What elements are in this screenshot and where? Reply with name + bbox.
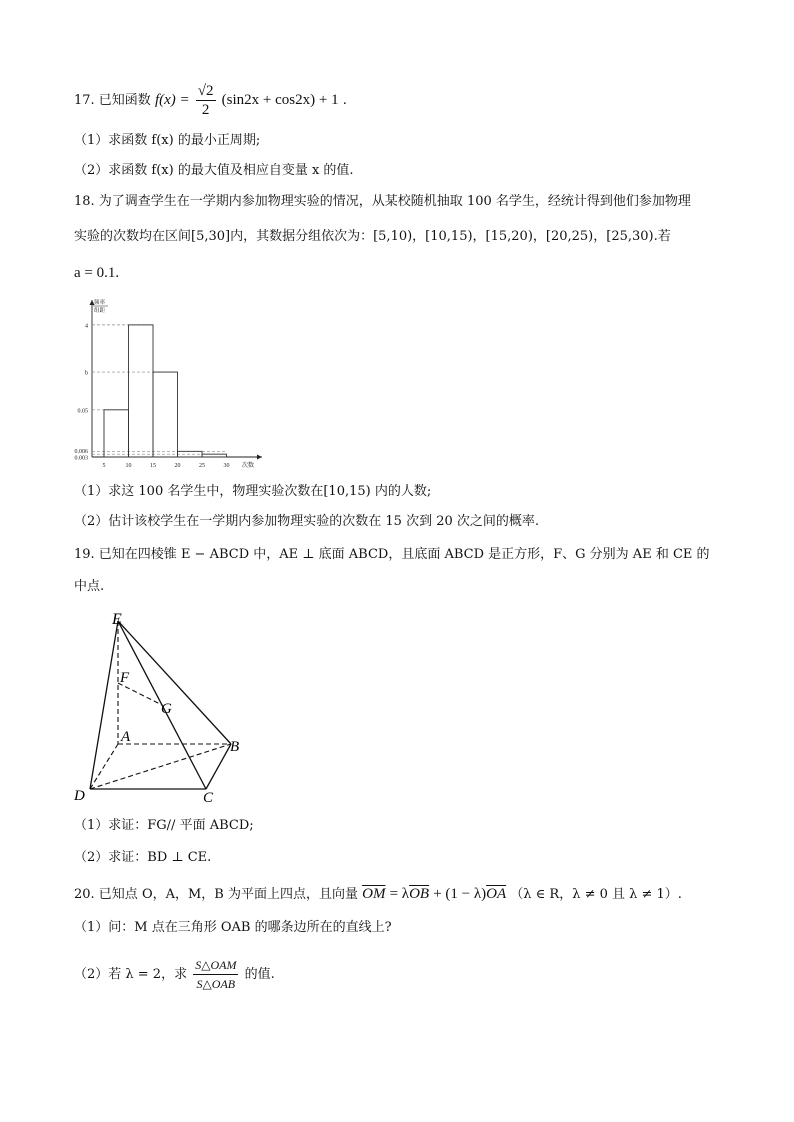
q17-formula-rhs: (sin2x + cos2x) + 1 (221, 92, 339, 108)
y-tick-label: 0.006 (74, 448, 88, 455)
q18-line3: a = 0.1. (74, 265, 120, 281)
edge-ED (90, 621, 118, 789)
histogram-bar (153, 372, 178, 457)
label-G: G (161, 701, 172, 717)
x-tick-label: 10 (125, 463, 132, 469)
x-tick-label: 25 (199, 463, 205, 469)
q20-vec-mid: + (1 − λ) (433, 886, 487, 902)
y-tick-label: 0.003 (74, 455, 88, 462)
q20-vec-eq: = λ (389, 886, 410, 902)
q17-fraction-numerator: √2 (197, 83, 214, 99)
y-tick-label: b (85, 370, 88, 377)
edge-CB (206, 744, 231, 789)
label-D: D (74, 788, 85, 804)
q17-part1: （1）求函数 f(x) 的最小正周期; (74, 133, 261, 148)
q17-stem (74, 82, 347, 119)
label-F: F (120, 670, 130, 686)
segment-FG (118, 683, 162, 705)
q17-part2: （2）求函数 f(x) 的最大值及相应自变量 x 的值. (74, 163, 354, 178)
x-axis-arrow (257, 455, 262, 460)
histogram-bar (202, 454, 227, 457)
q18-part1: （1）求这 100 名学生中，物理实验次数在[10,15) 内的人数; (74, 484, 432, 499)
area-ratio-numerator: S△OAM (193, 956, 238, 975)
q18-part2: （2）估计该校学生在一学期内参加物理实验的次数在 15 次到 20 次之间的概率. (74, 514, 540, 529)
q19-line2: 中点. (74, 579, 105, 594)
q20-line1-suffix: （λ ∈ R，λ ≠ 0 且 λ ≠ 1）. (510, 887, 682, 902)
label-C: C (203, 790, 214, 806)
vector-oa: $\overline{OA}$ (486, 886, 507, 902)
area-ratio-denominator: S△OAB (196, 977, 236, 991)
q20-part2-suffix: 的值. (244, 967, 275, 982)
y-tick-label: 4 (85, 323, 88, 330)
x-tick-label: 5 (102, 463, 106, 469)
histogram-bar (129, 325, 154, 457)
q20-line1-prefix: 20. 已知点 O，A，M，B 为平面上四点，且向量 (74, 887, 358, 902)
q19-line1: 19. 已知在四棱锥 E − ABCD 中，AE ⊥ 底面 ABCD，且底面 ABCD 是正方形，F、G 分别为 AE 和 CE 的 (74, 547, 710, 562)
x-tick-label: 30 (223, 463, 230, 469)
q20-part1: （1）问：M 点在三角形 OAB 的哪条边所在的直线上? (74, 920, 392, 935)
y-tick-label: 0.05 (77, 408, 88, 415)
vector-om: $\overline{OM}$ (362, 886, 386, 902)
q20-part2-prefix: （2）若 λ = 2，求 (74, 967, 188, 982)
q17-formula-lhs: f(x) = (154, 92, 190, 108)
q17-formula-fraction (196, 82, 216, 119)
q18-line1: 18. 为了调查学生在一学期内参加物理实验的情况，从某校随机抽取 100 名学生，经统计得到他们参加物理 (74, 194, 691, 209)
q18-line2: 实验的次数均在区间[5,30]内，其数据分组依次为：[5,10)，[10,15)，[15,20)，[20,25)，[25,30).若 (74, 229, 671, 244)
label-B: B (230, 739, 240, 755)
histogram-bar (104, 410, 129, 457)
y-axis-label-top: 频率 (94, 300, 106, 306)
label-A: A (121, 729, 131, 745)
area-ratio-fraction (193, 956, 238, 993)
q20-part2 (74, 956, 275, 993)
y-axis-label-bottom: 组距 (94, 308, 106, 314)
histogram-chart (64, 294, 274, 474)
q19-part2: （2）求证：BD ⊥ CE. (74, 850, 212, 865)
edge-EB (118, 621, 231, 744)
q17-intro: 17. 已知函数 (74, 93, 151, 108)
x-tick-label: 15 (150, 463, 156, 469)
q20-line1 (74, 884, 682, 905)
q17-formula-end: . (342, 93, 347, 108)
x-axis-label: 次数 (242, 463, 255, 469)
vector-ob: $\overline{OB}$ (409, 886, 430, 902)
q17-fraction-denominator: 2 (201, 102, 210, 118)
label-E: E (112, 611, 122, 628)
pyramid-diagram (66, 606, 256, 806)
x-tick-label: 20 (174, 463, 181, 469)
q19-part1: （1）求证：FG// 平面 ABCD; (74, 818, 254, 833)
